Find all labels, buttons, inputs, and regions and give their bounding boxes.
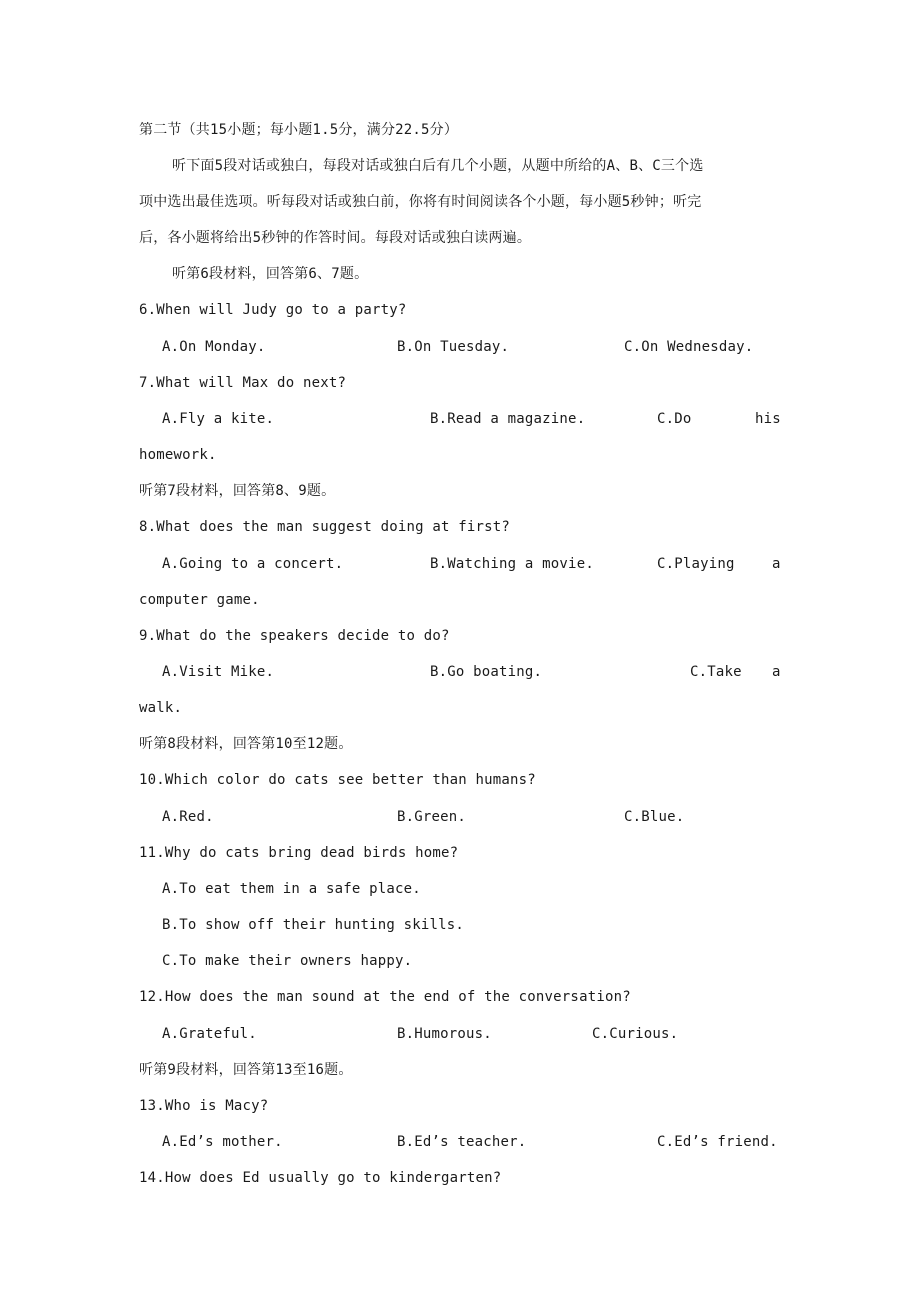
question-8-option-c-part3: computer game.: [139, 592, 260, 608]
question-6-option-b: B.On Tuesday.: [397, 339, 510, 355]
question-8-option-c-part2: a: [772, 556, 781, 572]
question-8-option-c-part1: C.Playing: [657, 556, 735, 572]
passage-6-intro: 听第6段材料，回答第6、7题。: [172, 266, 369, 282]
question-8-option-a: A.Going to a concert.: [162, 556, 344, 572]
passage-8-intro: 听第8段材料，回答第10至12题。: [139, 736, 353, 752]
question-13-option-a: A.Ed’s mother.: [162, 1134, 283, 1150]
question-11-option-b: B.To show off their hunting skills.: [162, 917, 465, 933]
section-heading: 第二节（共15小题；每小题1.5分，满分22.5分）: [139, 122, 459, 138]
question-12-stem: 12.How does the man sound at the end of the conversation?: [139, 989, 631, 1005]
question-6-option-c: C.On Wednesday.: [624, 339, 754, 355]
question-12-option-b: B.Humorous.: [397, 1026, 492, 1042]
question-11-stem: 11.Why do cats bring dead birds home?: [139, 845, 459, 861]
instructions-line-3: 后，各小题将给出5秒钟的作答时间。每段对话或独白读两遍。: [139, 230, 532, 246]
question-9-option-a: A.Visit Mike.: [162, 664, 275, 680]
question-9-option-c-part3: walk.: [139, 700, 183, 716]
question-7-option-c-part1: C.Do: [657, 411, 692, 427]
question-10-option-a: A.Red.: [162, 809, 214, 825]
question-9-option-c-part1: C.Take: [690, 664, 742, 680]
question-6-stem: 6.When will Judy go to a party?: [139, 302, 407, 318]
question-11-option-c: C.To make their owners happy.: [162, 953, 413, 969]
question-10-option-c: C.Blue.: [624, 809, 685, 825]
question-10-option-b: B.Green.: [397, 809, 467, 825]
question-8-option-b: B.Watching a movie.: [430, 556, 594, 572]
question-13-stem: 13.Who is Macy?: [139, 1098, 269, 1114]
question-11-option-a: A.To eat them in a safe place.: [162, 881, 421, 897]
question-8-stem: 8.What does the man suggest doing at first?: [139, 519, 511, 535]
instructions-line-2: 项中选出最佳选项。听每段对话或独白前，你将有时间阅读各个小题，每小题5秒钟；听完: [139, 194, 702, 210]
question-12-option-a: A.Grateful.: [162, 1026, 257, 1042]
question-9-option-b: B.Go boating.: [430, 664, 543, 680]
question-9-option-c-part2: a: [772, 664, 781, 680]
question-13-option-b: B.Ed’s teacher.: [397, 1134, 527, 1150]
question-7-option-b: B.Read a magazine.: [430, 411, 586, 427]
question-14-stem: 14.How does Ed usually go to kindergarten?: [139, 1170, 502, 1186]
passage-7-intro: 听第7段材料，回答第8、9题。: [139, 483, 336, 499]
passage-9-intro: 听第9段材料，回答第13至16题。: [139, 1062, 353, 1078]
question-6-option-a: A.On Monday.: [162, 339, 266, 355]
question-9-stem: 9.What do the speakers decide to do?: [139, 628, 450, 644]
instructions-line-1: 听下面5段对话或独白，每段对话或独白后有几个小题，从题中所给的A、B、C三个选: [172, 158, 704, 174]
question-7-option-c-part2: his: [755, 411, 781, 427]
question-7-stem: 7.What will Max do next?: [139, 375, 347, 391]
question-10-stem: 10.Which color do cats see better than humans?: [139, 772, 536, 788]
question-7-option-a: A.Fly a kite.: [162, 411, 275, 427]
question-7-option-c-part3: homework.: [139, 447, 217, 463]
question-12-option-c: C.Curious.: [592, 1026, 679, 1042]
question-13-option-c: C.Ed’s friend.: [657, 1134, 778, 1150]
